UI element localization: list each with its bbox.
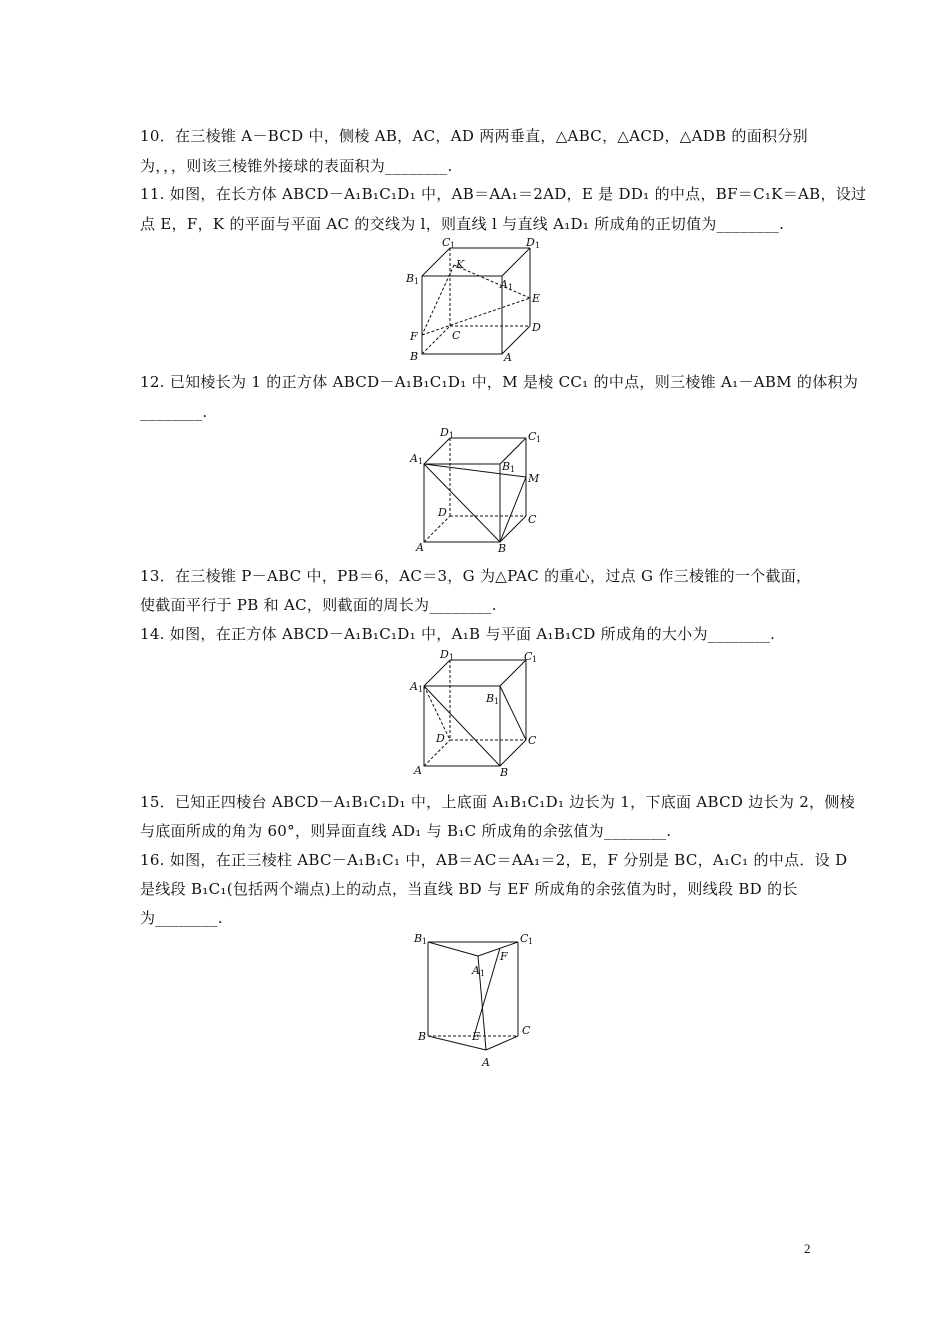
svg-text:1: 1 bbox=[450, 241, 456, 250]
svg-text:B: B bbox=[418, 1030, 427, 1043]
svg-text:E: E bbox=[472, 1030, 481, 1043]
svg-text:1: 1 bbox=[536, 435, 542, 444]
svg-text:D: D bbox=[440, 648, 449, 661]
svg-text:1: 1 bbox=[422, 937, 428, 946]
svg-text:A: A bbox=[482, 1056, 490, 1069]
svg-text:A: A bbox=[416, 541, 424, 554]
svg-text:B: B bbox=[500, 766, 509, 778]
q16-line1: 16. 如图，在正三棱柱 ABC－A₁B₁C₁ 中，AB＝AC＝AA₁＝2，E，F 分别是 BC，A₁C₁ 的中点．设 D bbox=[140, 851, 848, 869]
svg-text:C: C bbox=[528, 734, 537, 747]
q16-line2: 是线段 B₁C₁(包括两个端点)上的动点，当直线 BD 与 EF 所成角的余弦值为时，则线段 BD 的长 bbox=[140, 880, 798, 898]
svg-text:C: C bbox=[528, 513, 537, 526]
svg-text:M: M bbox=[528, 472, 540, 485]
svg-text:1: 1 bbox=[508, 283, 514, 292]
svg-text:C: C bbox=[524, 650, 533, 663]
q16-line3: 为________. bbox=[140, 909, 223, 927]
svg-text:A: A bbox=[414, 764, 422, 777]
q12-line1: 12. 已知棱长为 1 的正方体 ABCD－A₁B₁C₁D₁ 中，M 是棱 CC₁ 的中点，则三棱锥 A₁－ABM 的体积为 bbox=[140, 373, 859, 391]
svg-text:A: A bbox=[410, 680, 418, 693]
svg-text:B: B bbox=[410, 350, 419, 363]
svg-text:1: 1 bbox=[528, 937, 534, 946]
svg-text:C: C bbox=[528, 430, 537, 443]
svg-text:D: D bbox=[436, 732, 445, 745]
svg-text:A: A bbox=[410, 452, 418, 465]
svg-text:B: B bbox=[502, 460, 511, 473]
svg-text:1: 1 bbox=[535, 241, 541, 250]
svg-text:1: 1 bbox=[418, 457, 424, 466]
svg-text:B: B bbox=[486, 692, 495, 705]
q14-line1: 14. 如图，在正方体 ABCD－A₁B₁C₁D₁ 中，A₁B 与平面 A₁B₁CD 所成角的大小为________. bbox=[140, 625, 776, 643]
svg-text:B: B bbox=[406, 272, 415, 285]
svg-text:C: C bbox=[442, 236, 451, 249]
q13-line2: 使截面平行于 PB 和 AC，则截面的周长为________. bbox=[140, 596, 497, 614]
figure-11-cuboid bbox=[400, 236, 560, 368]
svg-text:1: 1 bbox=[510, 465, 516, 474]
page-number: 2 bbox=[804, 1241, 811, 1256]
svg-text:1: 1 bbox=[532, 655, 538, 664]
svg-text:D: D bbox=[438, 506, 447, 519]
q12-line2: ________. bbox=[140, 403, 208, 421]
svg-text:C: C bbox=[522, 1024, 531, 1037]
svg-text:C: C bbox=[452, 329, 461, 342]
svg-text:D: D bbox=[440, 426, 449, 439]
svg-text:1: 1 bbox=[480, 969, 486, 978]
figure-12-cube bbox=[408, 424, 558, 558]
svg-text:D: D bbox=[526, 236, 535, 249]
svg-text:A: A bbox=[472, 964, 480, 977]
svg-text:1: 1 bbox=[418, 685, 424, 694]
figure-16-prism bbox=[410, 928, 550, 1074]
q15-line2: 与底面所成的角为 60°，则异面直线 AD₁ 与 B₁C 所成角的余弦值为________. bbox=[140, 822, 672, 840]
q10-line2: 为，，，则该三棱锥外接球的表面积为________. bbox=[140, 157, 453, 175]
svg-text:F: F bbox=[410, 330, 418, 343]
figure-14-cube bbox=[408, 646, 558, 782]
svg-text:1: 1 bbox=[449, 431, 455, 440]
svg-text:K: K bbox=[456, 258, 465, 271]
svg-text:1: 1 bbox=[494, 697, 500, 706]
svg-text:C: C bbox=[520, 932, 529, 945]
svg-text:1: 1 bbox=[449, 653, 455, 662]
svg-text:B: B bbox=[498, 542, 507, 554]
q15-line1: 15．已知正四棱台 ABCD－A₁B₁C₁D₁ 中，上底面 A₁B₁C₁D₁ 边长为 1，下底面 ABCD 边长为 2，侧棱 bbox=[140, 793, 856, 811]
q13-line1: 13．在三棱锥 P－ABC 中，PB＝6，AC＝3，G 为△PAC 的重心，过点 G 作三棱锥的一个截面， bbox=[140, 567, 812, 585]
q11-line2: 点 E，F，K 的平面与平面 AC 的交线为 l，则直线 l 与直线 A₁D₁ 所成角的正切值为________. bbox=[140, 215, 785, 233]
svg-text:A: A bbox=[500, 278, 508, 291]
q11-line1: 11. 如图，在长方体 ABCD－A₁B₁C₁D₁ 中，AB＝AA₁＝2AD，E 是 DD₁ 的中点，BF＝C₁K＝AB，设过 bbox=[140, 185, 867, 203]
svg-text:A: A bbox=[504, 351, 512, 364]
q10-line1: 10．在三棱锥 A－BCD 中，侧棱 AB，AC，AD 两两垂直，△ABC，△ACD，△ADB 的面积分别 bbox=[140, 127, 808, 145]
svg-text:F: F bbox=[500, 950, 508, 963]
svg-text:1: 1 bbox=[414, 277, 420, 286]
svg-text:E: E bbox=[532, 292, 541, 305]
svg-text:B: B bbox=[414, 932, 423, 945]
svg-text:D: D bbox=[532, 321, 541, 334]
